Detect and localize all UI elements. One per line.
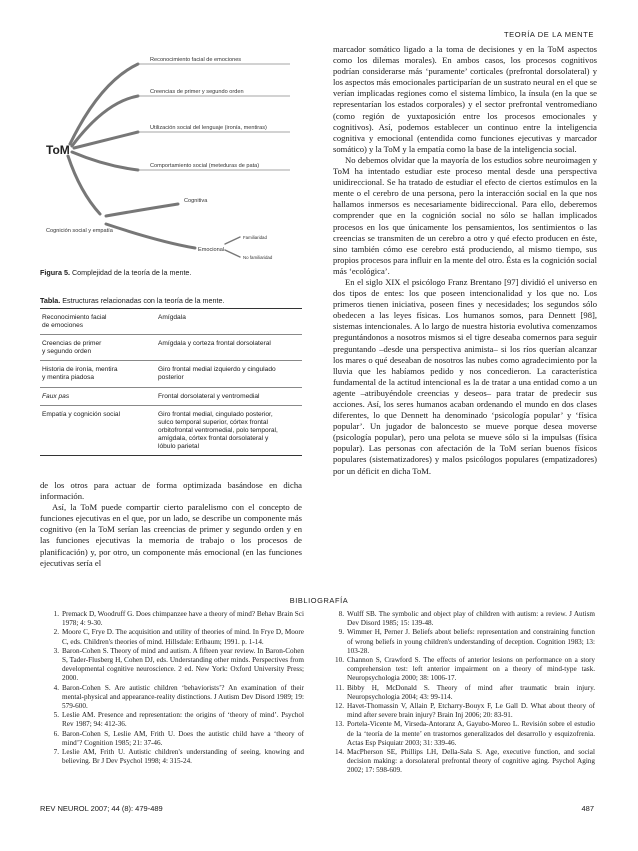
- reference-number: 6.: [53, 729, 59, 738]
- table-cell-structure: Frontal dorsolateral y ventromedial: [158, 392, 260, 400]
- reference-number: 10.: [335, 656, 344, 665]
- paragraph: marcador somático ligado a la toma de decisiones y en la ToM aspectos como los dilemas morales). En ambos casos, los procesos cognitivos podrían considerarse más ‘puramente’ corticales (prefrontal dorsolateral) y los aspectos más emocionales participarían de un sustrato neural en el que se verían implicadas regiones como el sistema límbico, la ínsula (en la que se representarían los estados corporales) y el sector prefrontal ventromediano (como región de yuxtaposición entre los procesos emocionales y cognitivos). Así, podemos establecer un continuo entre la inteligencia cognitiva y emocional (entendida como funciones ejecutivas y marcador somático) y la ToM y la empatía como la base de la inteligencia social.: [333, 44, 597, 154]
- reference-item: [333, 656, 595, 684]
- label-cognicion-social: Cognición social y empatía: [46, 228, 113, 234]
- label-no-familiaridad: No familiaridad: [243, 255, 273, 260]
- branch-familiaridad: [225, 237, 240, 244]
- running-head: TEORÍA DE LA MENTE: [504, 30, 594, 39]
- reference-item: [48, 647, 304, 684]
- reference-item: [48, 711, 304, 729]
- bibliography-title: BIBLIOGRAFÍA: [289, 596, 349, 605]
- right-column: [333, 44, 597, 477]
- reference-number: 12.: [335, 702, 344, 711]
- reference-item: [48, 628, 304, 646]
- table-row: [40, 361, 302, 387]
- branch-cognitiva: [106, 204, 178, 216]
- table-cell-structure: Giro frontal medial izquierdo y cingulado posterior: [158, 366, 276, 382]
- reference-text: Wulff SB. The symbolic and object play of children with autism: a review. J Autism Dev Disord 1985; 15: 139-48.: [347, 610, 595, 628]
- structures-table: [40, 308, 302, 456]
- reference-item: [48, 730, 304, 748]
- reference-item: [333, 702, 595, 720]
- reference-item: [333, 720, 595, 748]
- figure-caption-label: Figura 5.: [40, 268, 70, 277]
- reference-item: [333, 748, 595, 776]
- table-title-label: Tabla.: [40, 296, 61, 305]
- journal-citation: REV NEUROL 2007; 44 (8): 479-489: [40, 804, 163, 813]
- reference-text: Bibby H, McDonald S. Theory of mind after traumatic brain injury. Neuropsychologia 2004; 43: 99-114.: [347, 683, 595, 701]
- reference-number: 7.: [53, 748, 59, 757]
- reference-number: 9.: [338, 628, 344, 637]
- reference-number: 2.: [53, 628, 59, 637]
- reference-text: Baron-Cohen S, Leslie AM, Frith U. Does the autistic child have a ‘theory of mind’? Cognition 1985; 21: 37-46.: [62, 729, 304, 747]
- branch-1: [70, 64, 138, 144]
- reference-number: 3.: [53, 646, 59, 655]
- reference-number: 8.: [338, 610, 344, 618]
- table-cell-task: Creencias de primer y segundo orden: [42, 340, 102, 356]
- reference-item: [48, 748, 304, 766]
- bibliography-right: [333, 610, 595, 776]
- branch-4: [72, 152, 138, 170]
- branch-3: [74, 132, 138, 148]
- figure-caption: [40, 268, 302, 277]
- table-cell-structure: Amígdala y corteza frontal dorsolateral: [158, 340, 271, 348]
- reference-text: Baron-Cohen S. Theory of mind and autism. A fifteen year review. In Baron-Cohen S, Tader-Flusberg H, Cohen DJ, eds. Understanding other minds. Perspectives from developmental cognitive neuroscience. 2 ed. New York: Oxford University Press; 2000.: [62, 646, 304, 683]
- reference-number: 1.: [53, 610, 59, 618]
- table-cell-task: Empatía y cognición social: [42, 410, 121, 418]
- reference-text: Leslie AM, Frith U. Autistic children's understanding of seeing, knowing and believing. Br J Dev Psychol 1998; 4: 315-24.: [62, 748, 304, 766]
- paragraph: En el siglo XIX el psicólogo Franz Brentano [97] dividió el universo en dos tipos de entes: los que poseen intencionalidad y los que no. Los primeros tienen iniciativa, poseen fines y necesidades; los segundos sólo obedecen a las leyes físicas. Los humanos somos, para Dennett [98], sistemas intencionales. A lo largo de nuestra historia evolutiva comenzamos preguntándonos a nosotros mismos si el tigre deseaba comernos para seguir preguntando –desde una perspectiva animista– si los ríos querían alcanzar los mares o qué deseaban de nosotros las nubes como agradecimiento por la lluvia que les habíamos pedido y nos concedieron. La característica fundamental de la actitud intencional es la de tratar a una entidad como a un agente –atribuyéndole creencias y deseos– para tratar de predecir sus acciones. Así, los seres humanos acaban ordenando el mundo en dos clases diferentes, lo que Dennett ha denominado ‘psicología popular’ y ‘física popular’. Un jugador de baloncesto se mueve porque desea moverse (psicología popular), pero una pelota se mueve sólo si la impulsas (física popular). Las personas con afectación de la ToM serían buenos físicos populares (sistematizadores) y malos psicólogos populares (empatizadores) por un déficit en dicha ToM.: [333, 276, 597, 476]
- label-emocional: Emocional: [198, 247, 225, 253]
- label-cognitiva: Cognitiva: [184, 198, 208, 204]
- label-facial: Reconocimiento facial de emociones: [150, 57, 242, 63]
- table-row: [40, 309, 302, 335]
- reference-number: 5.: [53, 711, 59, 720]
- reference-number: 11.: [335, 683, 344, 692]
- reference-item: [333, 684, 595, 702]
- table-title: [40, 296, 302, 305]
- branch-emocional: [106, 224, 195, 248]
- reference-item: [333, 610, 595, 628]
- label-comportamiento: Comportamiento social (meteduras de pata): [150, 163, 260, 169]
- reference-text: Baron-Cohen S. Are autistic children ‘behaviorists’? An examination of their mental-physical and appearance-reality distinctions. J Autism Dev Disord 1989; 19: 579-600.: [62, 683, 304, 711]
- label-lenguaje: Utilización social del lenguaje (ironía, mentiras): [150, 125, 267, 131]
- reference-number: 13.: [335, 720, 344, 729]
- branch-5: [68, 156, 100, 214]
- reference-item: [48, 684, 304, 712]
- reference-text: Channon S, Crawford S. The effects of anterior lesions on performance on a story comprehension test: left anterior impairment on a theory of mind-type task. Neuropsychologia 2000; 38: 1006-17.: [347, 656, 595, 683]
- page-number: 487: [581, 804, 594, 813]
- table-cell-structure: Giro frontal medial, cingulado posterior, sulco temporal superior, córtex frontal orbitofrontal ventromedial, polo temporal, amígdala, córtex frontal dorsolateral y lóbulo parietal: [158, 410, 278, 451]
- table-cell-structure: Amígdala: [158, 314, 186, 321]
- table-title-text: Estructuras relacionadas con la teoría de la mente.: [60, 296, 225, 305]
- reference-number: 14.: [335, 748, 344, 757]
- reference-item: [333, 628, 595, 656]
- tom-diagram: [40, 52, 302, 262]
- figure-caption-text: Complejidad de la teoría de la mente.: [69, 268, 192, 277]
- reference-text: Wimmer H, Perner J. Beliefs about beliefs: representation and constraining function of wrong beliefs in young children's understanding of deception. Cognition 1983; 13: 103-28.: [347, 628, 595, 655]
- reference-item: [48, 610, 304, 628]
- reference-text: Havet-Thomassin V, Allain P, Etcharry-Bouyx F, Le Gall D. What about theory of mind after severe brain injury? Brain Inj 2006; 20: 83-91.: [347, 702, 595, 720]
- table-cell-task: Faux pas: [42, 392, 70, 400]
- reference-text: Leslie AM. Presence and representation: the origins of ‘theory of mind’. Psychol Rev 1987; 94: 412-36.: [62, 711, 304, 729]
- table-row: [40, 335, 302, 361]
- left-column: [40, 480, 302, 569]
- table-row: [40, 406, 302, 455]
- table-row: [40, 388, 302, 406]
- reference-text: MacPherson SE, Phillips LH, Della-Sala S. Age, executive function, and social decision making: a dorsolateral prefrontal theory of cognitive aging. Psychol Aging 2002; 17: 598-609.: [347, 748, 595, 775]
- reference-number: 4.: [53, 683, 59, 692]
- tom-root-label: ToM: [46, 143, 70, 157]
- reference-text: Premack D, Woodruff G. Does chimpanzee have a theory of mind? Behav Brain Sci 1978; 4: 9-30.: [62, 610, 304, 628]
- paragraph: No debemos olvidar que la mayoría de los estudios sobre neuroimagen y ToM ha intentado estudiar este proceso mental desde una perspectiva unidireccional. Se ha tratado de estudiar el efecto de ciertos estímulos en la mente o el cerebro de una persona, pero la interacción social en la que nos hallamos inmersos es necesariamente bidireccional. Para ello, deberemos comprender que en la cognición social no sólo se hallan implicados procesos en los que únicamente los pensamientos, los sentimientos o las creencias se transmiten de un cerebro a otro y qué efecto producen en éste, sino también cómo ese cerebro está produciendo, al mismo tiempo, sus propios procesos para influir en la mente del otro. Ésta es la cognición social más ‘ecológica’.: [333, 154, 597, 276]
- paragraph: Así, la ToM puede compartir cierto paralelismo con el concepto de funciones ejecutivas en el que, por un lado, se describe un componente más cognitivo (en la ToM serían las creencias de primer y segundo orden y en las funciones ejecutivas la memoria de trabajo o los procesos de planificación) y, por otro, un componente más emocional (en las funciones ejecutivas sería el: [40, 502, 302, 568]
- label-creencias: Creencias de primer y segundo orden: [150, 89, 244, 95]
- paragraph: de los otros para actuar de forma optimizada basándose en dicha información.: [40, 480, 302, 502]
- reference-text: Portela-Vicente M, Virseda-Antoranz A, Gayubo-Moreo L. Revisión sobre el estudio de la ‘teoría de la mente’ en trastornos generalizados del desarrollo y esquizofrenia. Actas Esp Psiquiatr 2003; 31: 339-46.: [347, 720, 595, 747]
- table-cell-task: Historia de ironía, mentira y mentira piadosa: [42, 366, 118, 382]
- label-familiaridad: Familiaridad: [243, 235, 267, 240]
- figure-tom-complexity: [40, 52, 302, 262]
- table-cell-task: Reconocimiento facial de emociones: [42, 314, 107, 330]
- branch-no-familiaridad: [225, 250, 240, 257]
- reference-text: Moore C, Frye D. The acquisition and utility of theories of mind. In Frye D, Moore C, eds. Children's theories of mind. Hillsdale: Erlbaum; 1991. p. 1-14.: [62, 628, 304, 646]
- bibliography-left: [48, 610, 304, 766]
